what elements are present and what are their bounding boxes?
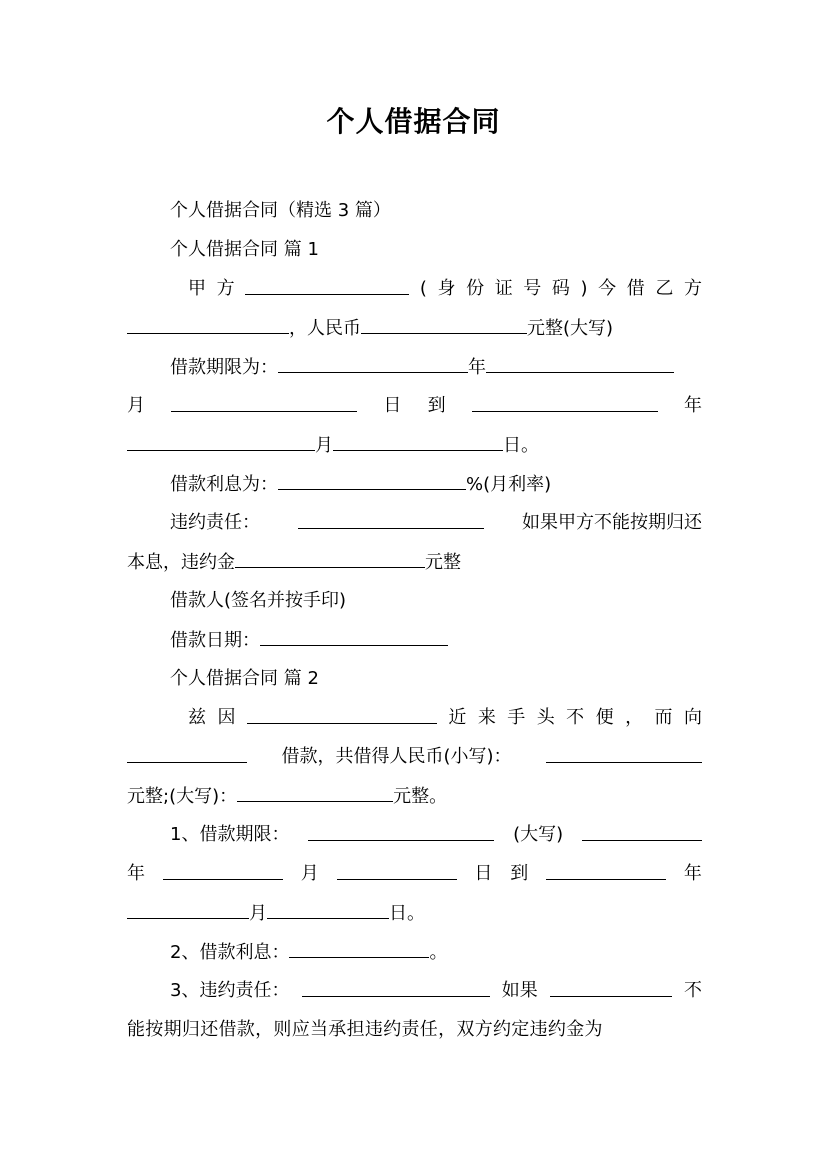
p1-line-8: 本息，违约金 元整 xyxy=(127,549,702,577)
p2-line-7: 2、借款利息： 。 xyxy=(170,939,702,967)
p1-line-2: ，人民币 元整(大写) xyxy=(127,315,702,343)
p1-line-6: 借款利息为： %(月利率) xyxy=(170,471,702,499)
p2-line-9: 能按期归还借款，则应当承担违约责任，双方约定违约金为 xyxy=(127,1019,603,1040)
p1-line-1: 甲 方 ( 身 份 证 号 码 ) 今 借 乙 方 xyxy=(188,278,702,299)
section-heading-2: 个人借据合同 篇 2 xyxy=(170,668,319,689)
p1-line-10: 借款日期： xyxy=(170,627,702,655)
p2-line-1: 兹 因 近 来 手 头 不 便 ， 而 向 xyxy=(188,707,702,728)
blank-id-number xyxy=(245,276,409,295)
p1-line-3: 借款期限为： 年 xyxy=(170,354,702,382)
p2-line-4: 1、借款期限： (大写) xyxy=(170,822,702,850)
p1-line-7: 违约责任： 如果甲方不能按期归还 xyxy=(170,512,702,533)
subtitle: 个人借据合同（精选 3 篇） xyxy=(170,200,391,221)
p1-line-5: 月 日。 xyxy=(127,432,702,460)
p2-line-5: 年 月 日 到 年 xyxy=(127,863,702,884)
document-title: 个人借据合同 xyxy=(326,105,501,138)
p2-line-3: 元整;(大写)： 元整。 xyxy=(127,783,702,811)
p1-line-9: 借款人(签名并按手印) xyxy=(170,590,347,611)
section-heading-1: 个人借据合同 篇 1 xyxy=(170,239,319,260)
p2-line-8: 3、违约责任： 如果 不 xyxy=(170,980,702,1001)
p2-line-2: 借款，共借得人民币(小写)： xyxy=(127,744,702,772)
p1-line-4: 月 日 到 年 xyxy=(127,395,702,416)
p2-line-6: 月 日。 xyxy=(127,900,702,928)
